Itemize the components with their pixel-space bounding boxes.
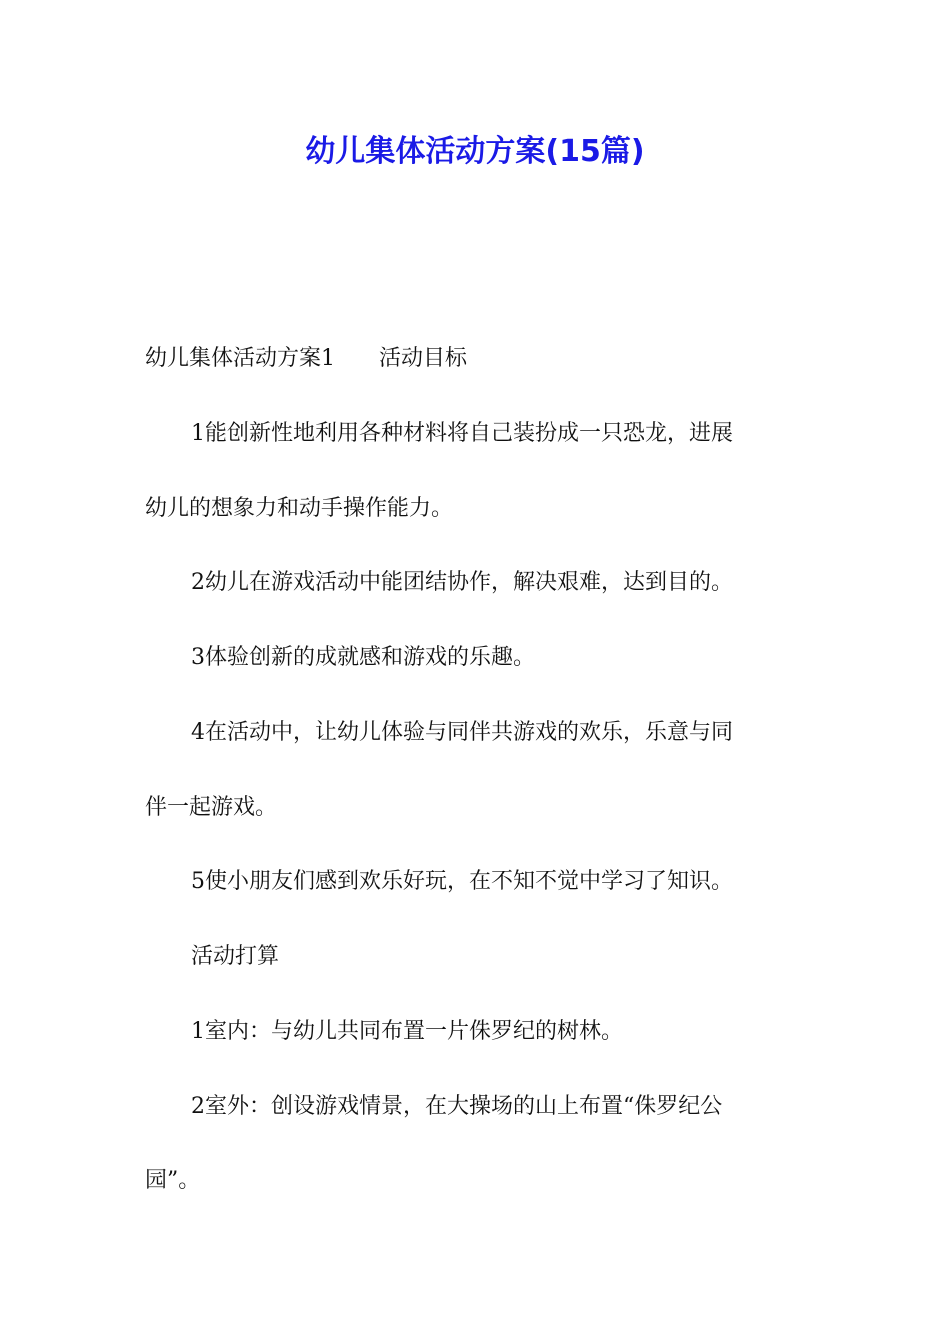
paragraph-line: 2幼儿在游戏活动中能团结协作，解决艰难，达到目的。 xyxy=(191,570,733,595)
paragraph-line: 4在活动中，让幼儿体验与同伴共游戏的欢乐，乐意与同 xyxy=(191,720,733,745)
document-title: 幼儿集体活动方案(15篇) xyxy=(305,134,645,169)
section-subheading: 活动目标 xyxy=(379,346,468,371)
section-heading-line xyxy=(145,344,810,374)
section-heading: 幼儿集体活动方案1 xyxy=(145,346,335,371)
paragraph-line: 幼儿的想象力和动手操作能力。 xyxy=(145,496,454,521)
paragraph-line: 5使小朋友们感到欢乐好玩，在不知不觉中学习了知识。 xyxy=(191,869,733,894)
paragraph-line: 园”。 xyxy=(145,1168,201,1193)
paragraph-line: 1室内：与幼儿共同布置一片侏罗纪的树林。 xyxy=(191,1019,623,1044)
paragraph-line: 1能创新性地利用各种材料将自己装扮成一只恐龙，进展 xyxy=(191,421,733,446)
subsection-heading: 活动打算 xyxy=(191,944,280,969)
paragraph-line: 3体验创新的成就感和游戏的乐趣。 xyxy=(191,645,535,670)
paragraph-line: 伴一起游戏。 xyxy=(145,795,278,820)
paragraph-line: 2室外：创设游戏情景，在大操场的山上布置“侏罗纪公 xyxy=(191,1094,723,1119)
